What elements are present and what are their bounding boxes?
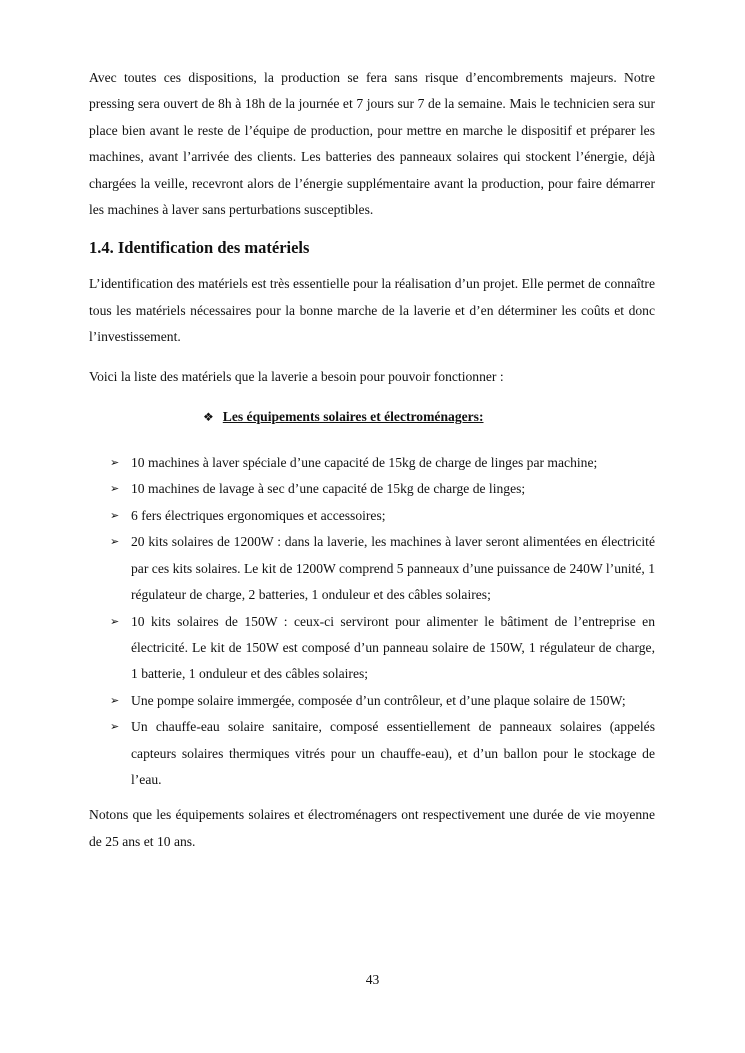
arrow-bullet-icon: ➢ bbox=[110, 536, 120, 549]
paragraph-conclusion: Notons que les équipements solaires et électroménagers ont respectivement une durée de vie moyenne de 25 ans et 10 ans. bbox=[89, 807, 655, 849]
arrow-bullet-icon: ➢ bbox=[110, 721, 120, 734]
diamond-bullet-icon: ❖ bbox=[203, 410, 214, 425]
paragraph-list-intro: Voici la liste des matériels que la laverie a besoin pour pouvoir fonctionner : bbox=[89, 368, 504, 384]
equipment-list bbox=[89, 450, 655, 793]
paragraph-identification: L’identification des matériels est très essentielle pour la réalisation d’un projet. Elle permet de connaître tous les matériels nécessaires pour la bonne marche de la laverie et d’en déterminer les coûts et donc l’investissement. bbox=[89, 276, 655, 345]
list-item: ➢ 20 kits solaires de 1200W : dans la laverie, les machines à laver seront alimentées en électricité par ces kits solaires. Le kit de 1200W comprend 5 panneaux d’une puissance de 240W l’unité, 1 régulateur de charge, 2 batteries, 1 onduleur et des câbles solaires; bbox=[89, 529, 655, 608]
list-item: ➢ Une pompe solaire immergée, composée d’un contrôleur, et d’une plaque solaire de 150W; bbox=[89, 688, 655, 714]
list-item: ➢ 10 machines à laver spéciale d’une capacité de 15kg de charge de linges par machine; bbox=[89, 450, 655, 476]
list-item: ➢ 6 fers électriques ergonomiques et accessoires; bbox=[89, 503, 655, 529]
arrow-bullet-icon: ➢ bbox=[110, 615, 120, 628]
arrow-bullet-icon: ➢ bbox=[110, 457, 120, 470]
list-item: ➢ Un chauffe-eau solaire sanitaire, composé essentiellement de panneaux solaires (appelés capteurs solaires thermiques vitrés pour un chauffe-eau), et d’un ballon pour le stockage de l’eau. bbox=[89, 714, 655, 793]
arrow-bullet-icon: ➢ bbox=[110, 694, 120, 707]
list-item: ➢ 10 machines de lavage à sec d’une capacité de 15kg de charge de linges; bbox=[89, 476, 655, 502]
document-page bbox=[89, 65, 655, 855]
section-heading: 1.4. Identification des matériels bbox=[89, 238, 310, 258]
equipment-subheading bbox=[89, 404, 655, 430]
paragraph-intro: Avec toutes ces dispositions, la production se fera sans risque d’encombrements majeurs. Notre pressing sera ouvert de 8h à 18h de la journée et 7 jours sur 7 de la semaine. Mais le technicien sera sur place bien avant le reste de l’équipe de production, pour mettre en marche le dispositif et préparer les machines, avant l’arrivée des clients. Les batteries des panneaux solaires qui stockent l’énergie, déjà chargées la veille, recevront alors de l’énergie supplémentaire avant la production, pour faire démarrer les machines à laver sans perturbations susceptibles. bbox=[89, 70, 655, 218]
subheading-text: Les équipements solaires et électroménagers: bbox=[222, 409, 484, 425]
list-item: ➢ 10 kits solaires de 150W : ceux-ci serviront pour alimenter le bâtiment de l’entreprise en électricité. Le kit de 150W est composé d’un panneau solaire de 150W, 1 régulateur de charge, 1 batterie, 1 onduleur et des câbles solaires; bbox=[89, 609, 655, 688]
page-number: 43 bbox=[365, 972, 380, 987]
arrow-bullet-icon: ➢ bbox=[110, 509, 120, 522]
arrow-bullet-icon: ➢ bbox=[110, 483, 120, 496]
